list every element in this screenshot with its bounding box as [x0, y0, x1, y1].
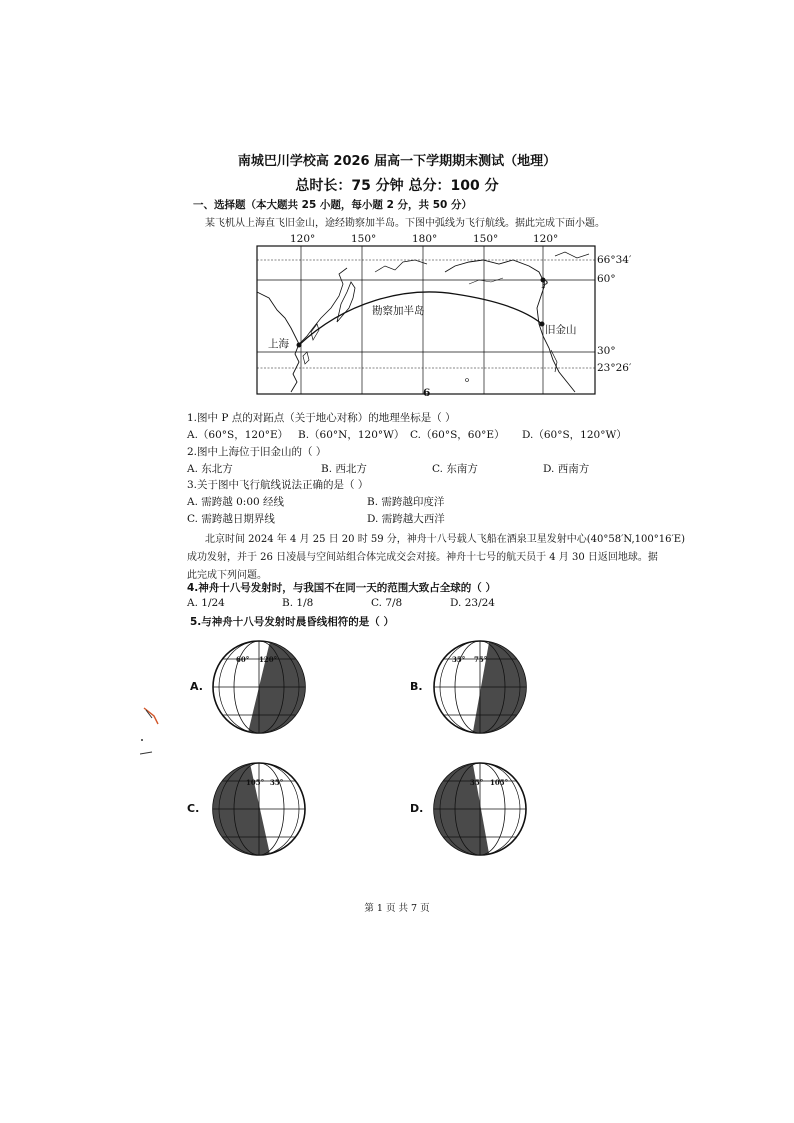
globe-d-label: D.	[410, 802, 424, 815]
globe-b	[430, 637, 530, 737]
q2-option-a: A. 东北方	[187, 463, 233, 475]
q4-option-d: D. 23/24	[450, 597, 495, 609]
sanfrancisco-point	[540, 322, 545, 327]
map-label-top-1: 150°	[351, 233, 377, 245]
q3-option-b: B. 需跨越印度洋	[367, 496, 445, 508]
q5-stem: 5.与神舟十八号发射时晨昏线相符的是（ ）	[190, 616, 394, 628]
passage2-line2: 成功发射，并于 26 日凌晨与空间站组合体完成交会对接。神舟十七号的航天员于 4 月 30 日返回地球。据	[187, 552, 658, 563]
map-label-shanghai: 上海	[268, 338, 289, 350]
page-subtitle: 总时长：75 分钟 总分：100 分	[295, 178, 499, 194]
map-label-top-2: 180°	[412, 233, 438, 245]
globe-a-label: A.	[190, 680, 203, 693]
map-label-top-4: 120°	[533, 233, 559, 245]
section-heading: 一、选择题（本大题共 25 小题，每小题 2 分，共 50 分）	[193, 199, 472, 211]
globe-c-label: C.	[187, 802, 200, 815]
q2-option-b: B. 西北方	[321, 463, 367, 475]
map-label-top-0: 120°	[290, 233, 316, 245]
globe-a-lon2: 120°	[259, 655, 278, 664]
globe-d-lon1: 35°	[470, 778, 484, 787]
map-label-bottom: 6	[423, 387, 431, 399]
globe-b-lon2: 75°	[474, 655, 488, 664]
q1-option-a: A.（60°S，120°E）	[187, 429, 289, 441]
q2-option-d: D. 西南方	[543, 463, 590, 475]
q4-option-a: A. 1/24	[187, 597, 225, 609]
globe-c-lon1: 105°	[246, 778, 265, 787]
passage2-line1: 北京时间 2024 年 4 月 25 日 20 时 59 分，神舟十八号载人飞船在酒泉卫星发射中心(40°58′N,100°16′E)	[205, 534, 685, 545]
q2-option-c: C. 东南方	[432, 463, 478, 475]
globe-b-lon1: 35°	[452, 655, 466, 664]
globe-d	[430, 759, 530, 859]
q4-option-b: B. 1/8	[282, 597, 314, 609]
globe-d-lon2: 105°	[490, 778, 509, 787]
q3-option-c: C. 需跨越日期界线	[187, 513, 275, 525]
map-frame	[257, 246, 595, 394]
q1-option-c: C.（60°S，60°E）	[410, 429, 505, 441]
globe-b-label: B.	[410, 680, 423, 693]
map-label-kamchatka: 勘察加半岛	[372, 305, 425, 317]
q3-option-a: A. 需跨越 0:00 经线	[187, 496, 285, 508]
pen-mark	[140, 706, 164, 766]
map-label-sanfrancisco: 旧金山	[545, 324, 577, 336]
flight-route-map	[255, 232, 615, 402]
q3-stem: 3.关于图中飞行航线说法正确的是（ ）	[187, 479, 369, 491]
map-label-right-2: 30°	[597, 345, 616, 357]
map-label-right-0: 66°34′	[597, 254, 632, 266]
q2-stem: 2.图中上海位于旧金山的（ ）	[187, 446, 327, 458]
map-label-right-1: 60°	[597, 273, 616, 285]
q4-stem: 4.神舟十八号发射时，与我国不在同一天的范围大致占全球的（ ）	[187, 582, 496, 594]
q1-option-b: B.（60°N，120°W）	[298, 429, 405, 441]
section-intro: 某飞机从上海直飞旧金山，途经勘察加半岛。下图中弧线为飞行航线。据此完成下面小题。	[205, 218, 605, 229]
globe-c	[209, 759, 309, 859]
q4-option-c: C. 7/8	[371, 597, 403, 609]
q1-option-d: D.（60°S，120°W）	[522, 429, 627, 441]
q3-option-d: D. 需跨越大西洋	[367, 513, 445, 525]
q1-stem: 1.图中 P 点的对跖点（关于地心对称）的地理坐标是（ ）	[187, 412, 456, 424]
map-label-top-3: 150°	[473, 233, 499, 245]
page-footer: 第 1 页 共 7 页	[364, 903, 430, 914]
globe-a	[209, 637, 309, 737]
map-label-right-3: 23°26′	[597, 362, 632, 374]
map-label-p: P	[541, 279, 549, 291]
page-title: 南城巴川学校高 2026 届高一下学期期末测试（地理）	[237, 154, 557, 169]
globe-a-lon1: 60°	[236, 655, 250, 664]
globe-c-lon2: 35°	[270, 778, 284, 787]
shanghai-point	[297, 343, 302, 348]
passage2-line3: 此完成下列问题。	[187, 570, 267, 581]
